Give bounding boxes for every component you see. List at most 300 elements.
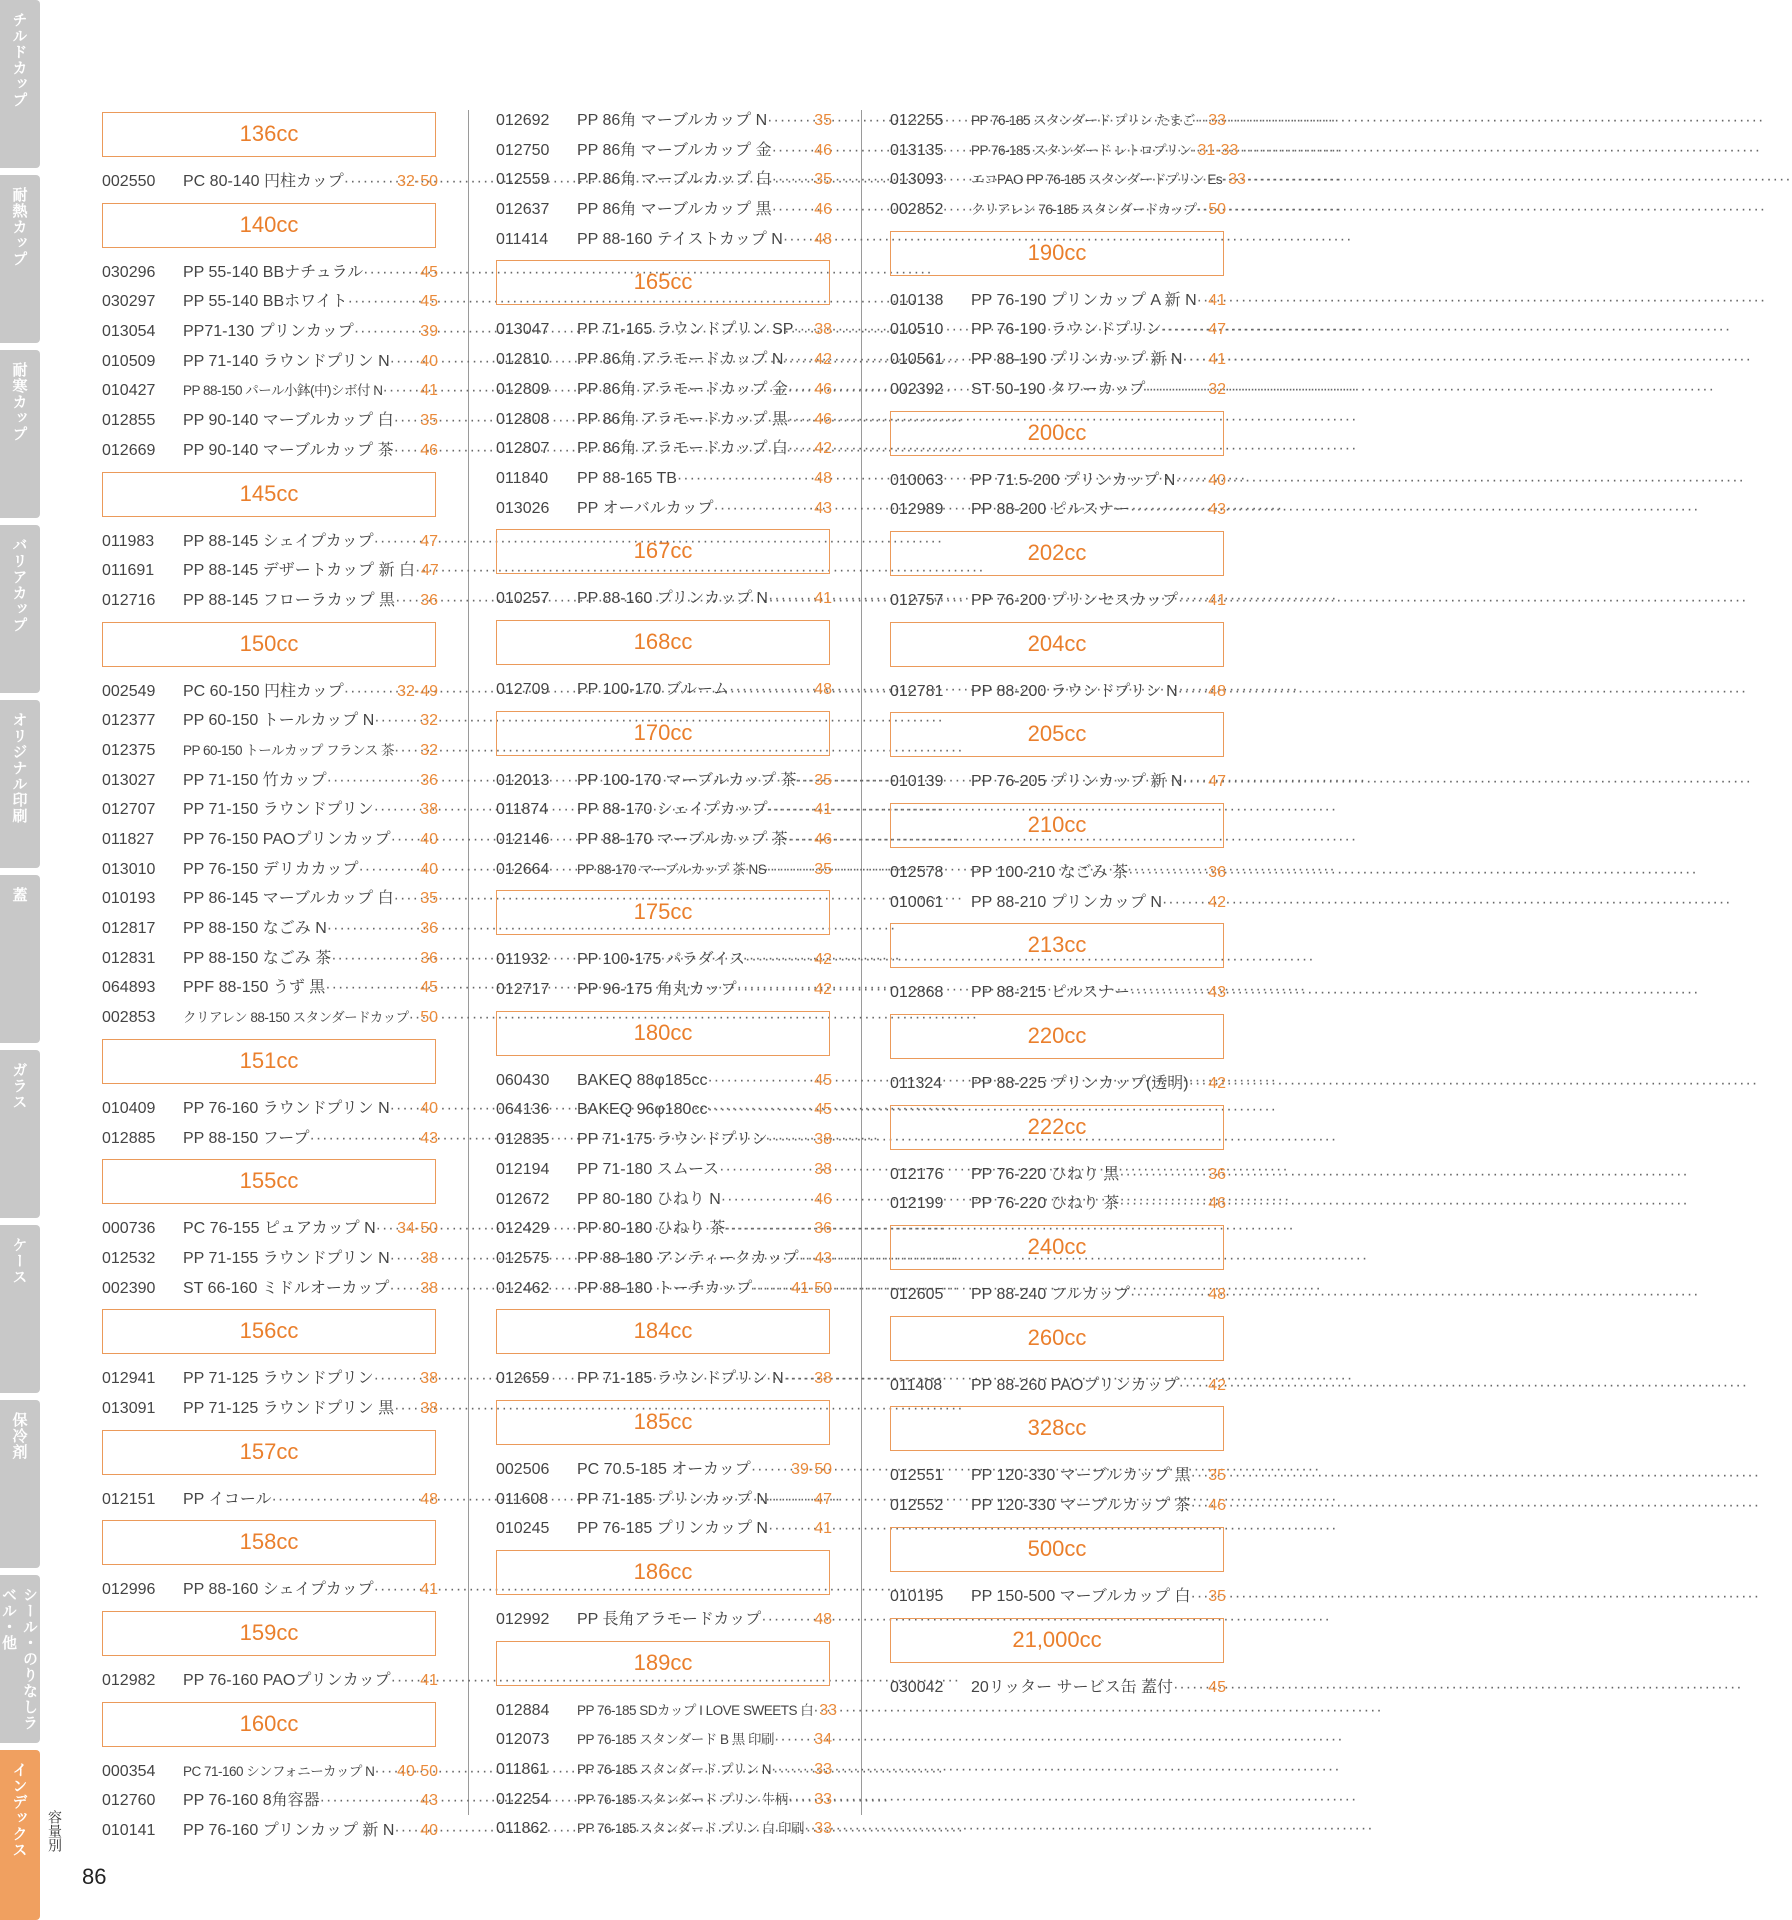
page-reference[interactable]: 40 xyxy=(420,860,438,878)
side-tab[interactable]: 耐熱カップ xyxy=(0,175,40,343)
product-code: 012885 xyxy=(102,1129,156,1147)
index-entry xyxy=(102,825,438,855)
page-reference[interactable]: 35 xyxy=(814,112,832,129)
index-entry xyxy=(496,945,832,975)
page-reference[interactable]: 41 xyxy=(420,382,438,400)
page-reference[interactable]: 38 xyxy=(420,1279,438,1297)
product-code: 012757 xyxy=(890,591,944,609)
side-tab[interactable]: シール・のりなしラベル・他 xyxy=(0,1575,40,1743)
product-code: 010141 xyxy=(102,1822,156,1840)
index-entry xyxy=(890,195,1226,225)
leader-dots xyxy=(793,315,814,345)
product-name: PP 88-215 ピルスナー xyxy=(971,984,1130,1002)
page-reference[interactable]: 42 xyxy=(814,351,832,369)
side-tab[interactable]: 蓋 xyxy=(0,875,40,1043)
capacity-header: 220cc xyxy=(890,1014,1224,1059)
page-reference[interactable]: 32 xyxy=(1208,380,1226,398)
product-code: 012884 xyxy=(496,1701,550,1719)
product-name: PP 88-160 テイストカップ N xyxy=(577,230,783,248)
product-name: PP 76-160 8角容器 xyxy=(183,1792,320,1810)
product-name: PP 71-150 ラウンドプリン xyxy=(183,801,374,819)
page-reference[interactable]: 40 xyxy=(420,352,438,370)
leader-dots xyxy=(751,1455,791,1485)
index-entry xyxy=(496,584,832,614)
leader-dots xyxy=(772,195,815,225)
page-reference[interactable]: 33 xyxy=(1208,112,1226,129)
page-reference[interactable]: 48 xyxy=(1208,682,1226,700)
product-name: PP 76-185 スタンダード B 黒 印刷 xyxy=(577,1732,775,1748)
product-code: 011691 xyxy=(102,562,155,580)
page-reference[interactable]: 47 xyxy=(421,562,439,580)
page-reference[interactable]: 38 xyxy=(814,1370,832,1388)
page-reference[interactable]: 42 xyxy=(814,981,832,999)
product-name: PP 80-180 ひねり 茶 xyxy=(577,1220,726,1238)
product-code: 011408 xyxy=(890,1376,943,1394)
leader-dots xyxy=(374,706,420,736)
page-reference[interactable]: 42 xyxy=(1208,1376,1226,1394)
index-entry xyxy=(496,1755,832,1785)
page-reference[interactable]: 43 xyxy=(420,1792,438,1810)
leader-dots xyxy=(394,406,421,436)
leader-dots xyxy=(1130,495,1208,525)
product-name: PP 55-140 BBホワイト xyxy=(183,293,348,311)
page-reference[interactable]: 47 xyxy=(1208,773,1226,791)
page-reference[interactable]: 41 xyxy=(1208,351,1226,369)
product-name: PP 71-125 ラウンドプリン xyxy=(183,1370,374,1388)
page-reference[interactable]: 39·50 xyxy=(791,1460,832,1478)
product-code: 002392 xyxy=(890,380,944,398)
product-code: 010257 xyxy=(496,590,550,608)
page-reference[interactable]: 46 xyxy=(814,1190,832,1208)
product-name: PP 86角 マーブルカップ 黒 xyxy=(577,201,772,219)
side-tab[interactable]: 保冷剤 xyxy=(0,1400,40,1568)
page-reference[interactable]: 47 xyxy=(814,1490,832,1508)
page-reference[interactable]: 31·33 xyxy=(1197,141,1239,159)
page-reference[interactable]: 42 xyxy=(1208,893,1226,911)
capacity-header: 168cc xyxy=(496,620,830,665)
leader-dots xyxy=(771,1755,814,1785)
product-code: 010195 xyxy=(890,1587,944,1605)
product-name: PP 96-175 角丸カップ xyxy=(577,981,737,999)
product-name: PP 88-200 ピルスナー xyxy=(971,501,1130,519)
leader-dots xyxy=(768,1485,814,1515)
product-name: PP 76-220 ひねり 黒 xyxy=(971,1165,1120,1183)
page-reference[interactable]: 35 xyxy=(1208,1467,1226,1485)
product-code: 012669 xyxy=(102,441,156,459)
product-code: 012717 xyxy=(496,981,550,999)
product-code: 012377 xyxy=(102,712,156,730)
page-reference[interactable]: 42 xyxy=(1208,1075,1226,1092)
leader-dots xyxy=(784,1364,815,1394)
product-name: PP 88-200 ラウンドプリン N xyxy=(971,682,1178,700)
leader-dots xyxy=(383,376,421,406)
product-code: 010509 xyxy=(102,352,156,370)
page-reference[interactable]: 42 xyxy=(814,951,832,969)
page-reference[interactable]: 41 xyxy=(814,801,832,819)
page-reference[interactable]: 38 xyxy=(420,801,438,819)
index-entry xyxy=(102,1003,438,1033)
page-reference[interactable]: 33 xyxy=(814,1820,832,1838)
product-name: PP 76-160 PAOプリンカップ xyxy=(183,1672,391,1689)
product-name: PP 88-150 フープ xyxy=(183,1129,310,1147)
product-code: 012855 xyxy=(102,412,156,430)
page-reference[interactable]: 33 xyxy=(814,1790,832,1808)
leader-dots xyxy=(344,677,397,707)
product-code: 013047 xyxy=(496,321,550,339)
product-name: PP 88-240 フルカップ xyxy=(971,1286,1130,1304)
index-entry xyxy=(102,556,438,586)
page-reference[interactable]: 38 xyxy=(420,1249,438,1267)
page-reference[interactable]: 46 xyxy=(814,141,832,159)
page-reference[interactable]: 46 xyxy=(1208,1497,1226,1515)
page-reference[interactable]: 40·50 xyxy=(397,1762,438,1780)
index-entry xyxy=(890,1069,1226,1099)
page-reference[interactable]: 50 xyxy=(1208,201,1226,219)
page-reference[interactable]: 35 xyxy=(420,890,438,908)
product-code: 012982 xyxy=(102,1672,156,1689)
page-reference[interactable]: 46 xyxy=(814,380,832,398)
leader-dots xyxy=(788,375,814,405)
page-reference[interactable]: 41 xyxy=(814,590,832,608)
product-name: PP 71-180 スムース xyxy=(577,1160,720,1178)
page-reference[interactable]: 42 xyxy=(814,440,832,458)
product-code: 010561 xyxy=(890,351,944,369)
index-entry xyxy=(496,1274,832,1304)
product-name: ST 66-160 ミドルオーカップ xyxy=(183,1279,390,1297)
product-code: 012255 xyxy=(890,112,944,129)
page-reference[interactable]: 36 xyxy=(420,591,438,609)
index-entry xyxy=(496,1514,832,1544)
page-reference[interactable]: 33 xyxy=(1228,171,1246,189)
page-reference[interactable]: 45 xyxy=(420,979,438,997)
page-reference[interactable]: 40 xyxy=(1208,471,1226,489)
index-entry xyxy=(496,106,832,136)
leader-dots xyxy=(1191,1491,1209,1521)
leader-dots xyxy=(804,1814,814,1844)
page-reference[interactable]: 35 xyxy=(1208,1587,1226,1605)
page-reference[interactable]: 46 xyxy=(814,831,832,848)
product-code: 012709 xyxy=(496,680,550,698)
product-code: 012831 xyxy=(102,949,156,967)
index-entry xyxy=(102,258,438,288)
capacity-header: 213cc xyxy=(890,923,1224,968)
product-name: PP 76-185 スタンダード レトロプリン xyxy=(971,142,1192,158)
page-reference[interactable]: 41 xyxy=(1208,591,1226,609)
page-reference[interactable]: 46 xyxy=(420,441,438,459)
product-name: PP 86角 アラモードカップ 金 xyxy=(577,380,788,398)
index-entry xyxy=(496,345,832,375)
product-code: 010245 xyxy=(496,1520,550,1538)
product-code: 002852 xyxy=(890,201,944,219)
product-name: PP 71-185 プリンカップ N xyxy=(577,1490,768,1508)
page-reference[interactable]: 38 xyxy=(420,1399,438,1417)
leader-dots xyxy=(394,736,420,766)
page-reference[interactable]: 46 xyxy=(1208,1195,1226,1213)
index-entry xyxy=(102,1575,438,1605)
page-reference[interactable]: 36 xyxy=(1208,1165,1226,1183)
page-reference[interactable]: 43 xyxy=(1208,984,1226,1002)
page-reference[interactable]: 41 xyxy=(420,1672,438,1689)
product-name: PP 55-140 BBナチュラル xyxy=(183,263,364,281)
index-entry xyxy=(496,1185,832,1215)
page-reference[interactable]: 35 xyxy=(420,412,438,430)
page-reference[interactable]: 46 xyxy=(814,410,832,428)
product-code: 010427 xyxy=(102,382,156,400)
leader-dots xyxy=(714,494,815,524)
page-reference[interactable]: 47 xyxy=(420,532,438,550)
side-tab[interactable]: インデックス xyxy=(0,1750,40,1920)
product-code: 030296 xyxy=(102,263,156,281)
page-reference[interactable]: 35 xyxy=(814,771,832,789)
page-reference[interactable]: 48 xyxy=(420,1490,438,1508)
page-reference[interactable]: 45 xyxy=(420,263,438,281)
leader-dots xyxy=(1191,1582,1209,1612)
page-reference[interactable]: 48 xyxy=(814,680,832,698)
product-name: PP 88-145 シェイプカップ xyxy=(183,532,374,550)
leader-dots xyxy=(358,855,420,885)
index-entry xyxy=(102,677,438,707)
product-code: 012996 xyxy=(102,1581,156,1599)
index-category-label: 容量別 xyxy=(46,1810,62,1852)
product-code: 011827 xyxy=(102,831,155,848)
page-reference[interactable]: 32 xyxy=(420,712,438,730)
page-reference[interactable]: 43 xyxy=(814,1249,832,1267)
product-name: PP 76-185 スタンダード プリン 白 印刷 xyxy=(577,1821,804,1837)
page-reference[interactable]: 48 xyxy=(814,230,832,248)
page-reference[interactable]: 39 xyxy=(420,323,438,341)
product-code: 012760 xyxy=(102,1792,156,1810)
product-name: PP 86角 マーブルカップ 白 xyxy=(577,171,772,189)
leader-dots xyxy=(766,855,814,885)
leader-dots xyxy=(799,1244,815,1274)
index-entry xyxy=(496,1155,832,1185)
leader-dots xyxy=(737,975,815,1005)
product-code: 012781 xyxy=(890,682,944,700)
page-reference[interactable]: 36 xyxy=(420,949,438,967)
capacity-header: 180cc xyxy=(496,1011,830,1056)
page-reference[interactable]: 33 xyxy=(814,1761,832,1779)
product-name: PP 88-180 トーチカップ xyxy=(577,1279,753,1297)
page-reference[interactable]: 35 xyxy=(814,860,832,878)
product-name: BAKEQ 96φ180cc xyxy=(577,1101,708,1119)
index-entry xyxy=(102,527,438,557)
page-reference[interactable]: 38 xyxy=(814,1160,832,1178)
index-entry xyxy=(890,767,1226,797)
product-code: 002390 xyxy=(102,1279,156,1297)
index-entry xyxy=(496,1455,832,1485)
leader-dots xyxy=(1130,1280,1208,1310)
side-tab[interactable]: ガラス xyxy=(0,1050,40,1218)
page-reference[interactable]: 45 xyxy=(814,1071,832,1089)
product-name: PP 71-155 ラウンドプリン N xyxy=(183,1249,390,1267)
page-reference[interactable]: 38 xyxy=(814,321,832,339)
index-entry xyxy=(890,1491,1226,1521)
leader-dots xyxy=(325,973,420,1003)
product-name: PP 60-150 トールカップ N xyxy=(183,712,375,730)
page-reference[interactable]: 32·49 xyxy=(397,682,438,700)
index-entry xyxy=(496,136,832,166)
leader-dots xyxy=(327,766,421,796)
product-code: 012199 xyxy=(890,1195,944,1213)
page-reference[interactable]: 40 xyxy=(420,1822,438,1840)
page-reference[interactable]: 32·50 xyxy=(397,173,438,190)
leader-dots xyxy=(788,1785,814,1815)
index-entry xyxy=(102,706,438,736)
index-entry xyxy=(496,464,832,494)
page-reference[interactable]: 43 xyxy=(814,499,832,517)
side-tab[interactable]: チルドカップ xyxy=(0,0,40,168)
leader-dots xyxy=(374,1364,421,1394)
index-entry xyxy=(102,973,438,1003)
product-name: PP 71-165 ラウンドプリン SP xyxy=(577,321,794,339)
product-code: 010193 xyxy=(102,890,156,908)
page-reference[interactable]: 45 xyxy=(1208,1678,1226,1696)
leader-dots xyxy=(394,884,421,914)
side-tab[interactable]: 耐寒カップ xyxy=(0,350,40,518)
leader-dots xyxy=(1182,345,1208,375)
leader-dots xyxy=(1162,888,1208,918)
capacity-header: 175cc xyxy=(496,890,830,935)
capacity-header: 165cc xyxy=(496,260,830,305)
leader-dots xyxy=(1191,1461,1209,1491)
capacity-header: 140cc xyxy=(102,203,436,248)
page-reference[interactable]: 36 xyxy=(420,771,438,789)
leader-dots xyxy=(772,165,815,195)
product-name: PP 88-145 デザートカップ 新 白 xyxy=(183,562,416,580)
product-name: PP 88-210 プリンカップ N xyxy=(971,893,1162,911)
product-name: PP 76-185 スタンダード プリン 牛柄 xyxy=(577,1791,788,1807)
page-reference[interactable]: 43 xyxy=(420,1129,438,1147)
page-reference[interactable]: 38 xyxy=(420,1370,438,1388)
leader-dots xyxy=(1179,1371,1209,1401)
leader-dots xyxy=(376,1214,397,1244)
page-reference[interactable]: 33 xyxy=(819,1701,837,1719)
index-entry xyxy=(496,1785,832,1815)
page-reference[interactable]: 43 xyxy=(1208,501,1226,519)
leader-dots xyxy=(1189,1069,1209,1099)
page-reference[interactable]: 36 xyxy=(420,920,438,938)
index-entry xyxy=(102,766,438,796)
page-reference[interactable]: 41·50 xyxy=(791,1279,832,1297)
index-entry xyxy=(890,466,1226,496)
leader-dots xyxy=(788,405,814,435)
product-code: 012254 xyxy=(496,1790,550,1808)
page-reference[interactable]: 45 xyxy=(814,1101,832,1119)
page-reference[interactable]: 41 xyxy=(420,1581,438,1599)
page-reference[interactable]: 40 xyxy=(420,1099,438,1117)
capacity-header: 160cc xyxy=(102,1702,436,1747)
page-reference[interactable]: 36 xyxy=(814,1220,832,1238)
product-code: 011414 xyxy=(496,230,549,248)
product-code: 030297 xyxy=(102,293,156,311)
index-entry xyxy=(496,405,832,435)
page-reference[interactable]: 41 xyxy=(1208,291,1226,309)
capacity-header: 151cc xyxy=(102,1039,436,1084)
page-reference[interactable]: 46 xyxy=(814,201,832,219)
product-name: PP 88-170 シェイプカップ xyxy=(577,801,768,819)
index-entry xyxy=(102,1094,438,1124)
product-code: 013091 xyxy=(102,1399,156,1417)
product-name: PP 86角 アラモードカップ 黒 xyxy=(577,410,788,428)
product-code: 012809 xyxy=(496,380,550,398)
product-name: PP 88-180 アンティークカップ xyxy=(577,1249,799,1267)
product-name: PP 150-500 マーブルカップ 白 xyxy=(971,1587,1191,1605)
page-reference[interactable]: 35 xyxy=(814,171,832,189)
product-name: PP 76-150 PAOプリンカップ xyxy=(183,831,391,848)
leader-dots xyxy=(395,586,420,616)
page-reference[interactable]: 45 xyxy=(420,293,438,311)
index-entry xyxy=(890,1371,1226,1401)
page-reference[interactable]: 48 xyxy=(814,469,832,487)
index-entry xyxy=(102,1394,438,1424)
side-tab[interactable]: オリジナル印刷 xyxy=(0,700,40,868)
product-code: 010138 xyxy=(890,291,944,309)
product-code: 011932 xyxy=(496,951,549,969)
leader-dots xyxy=(409,1003,421,1033)
product-name: PP 88-150 パール小鉢(中)シボ付 N xyxy=(183,383,383,399)
product-code: 012532 xyxy=(102,1249,156,1267)
index-entry xyxy=(102,1244,438,1274)
side-tabs xyxy=(0,0,40,1920)
product-code: 012835 xyxy=(496,1131,550,1149)
page-reference[interactable]: 40 xyxy=(420,831,438,848)
page-reference[interactable]: 48 xyxy=(1208,1286,1226,1304)
product-name: PP 86-145 マーブルカップ 白 xyxy=(183,890,394,908)
product-code: 012817 xyxy=(102,920,156,938)
leader-dots xyxy=(394,1394,420,1424)
page-reference[interactable]: 34 xyxy=(814,1731,832,1749)
index-entry xyxy=(496,975,832,1005)
leader-dots xyxy=(752,1274,791,1304)
index-entry xyxy=(102,317,438,347)
index-entry xyxy=(496,225,832,255)
side-tab[interactable]: ケース xyxy=(0,1225,40,1393)
product-code: 012692 xyxy=(496,112,550,129)
page-reference[interactable]: 50 xyxy=(420,1009,438,1027)
page-reference[interactable]: 41 xyxy=(814,1520,832,1538)
index-entry xyxy=(102,347,438,377)
product-name: エコPAO PP 76-185 スタンダードプリン Es xyxy=(971,172,1223,188)
product-name: PC 70.5-185 オーカップ xyxy=(577,1460,751,1478)
capacity-header: 150cc xyxy=(102,622,436,667)
page-reference[interactable]: 47 xyxy=(1208,321,1226,339)
leader-dots xyxy=(767,106,814,136)
page-reference[interactable]: 38 xyxy=(814,1131,832,1149)
index-entry xyxy=(102,1274,438,1304)
index-entry xyxy=(890,1461,1226,1491)
index-entry xyxy=(496,1725,832,1755)
page-reference[interactable]: 48 xyxy=(814,1611,832,1628)
leader-dots xyxy=(783,345,814,375)
page-reference[interactable]: 34·50 xyxy=(397,1220,438,1238)
leader-dots xyxy=(391,1666,421,1696)
product-code: 011983 xyxy=(102,532,155,550)
index-entry xyxy=(890,1189,1226,1219)
index-entry xyxy=(890,286,1226,316)
page-reference[interactable]: 32 xyxy=(420,741,438,759)
product-name: PC 80-140 円柱カップ xyxy=(183,173,344,190)
product-code: 012808 xyxy=(496,410,550,428)
leader-dots xyxy=(721,1185,814,1215)
side-tab[interactable]: バリアカップ xyxy=(0,525,40,693)
index-entry xyxy=(102,167,438,197)
index-entry xyxy=(496,1095,832,1125)
product-code: 012375 xyxy=(102,741,156,759)
leader-dots xyxy=(374,795,421,825)
page-reference[interactable]: 36 xyxy=(1208,863,1226,881)
capacity-header: 136cc xyxy=(102,112,436,157)
index-entry xyxy=(890,677,1226,707)
